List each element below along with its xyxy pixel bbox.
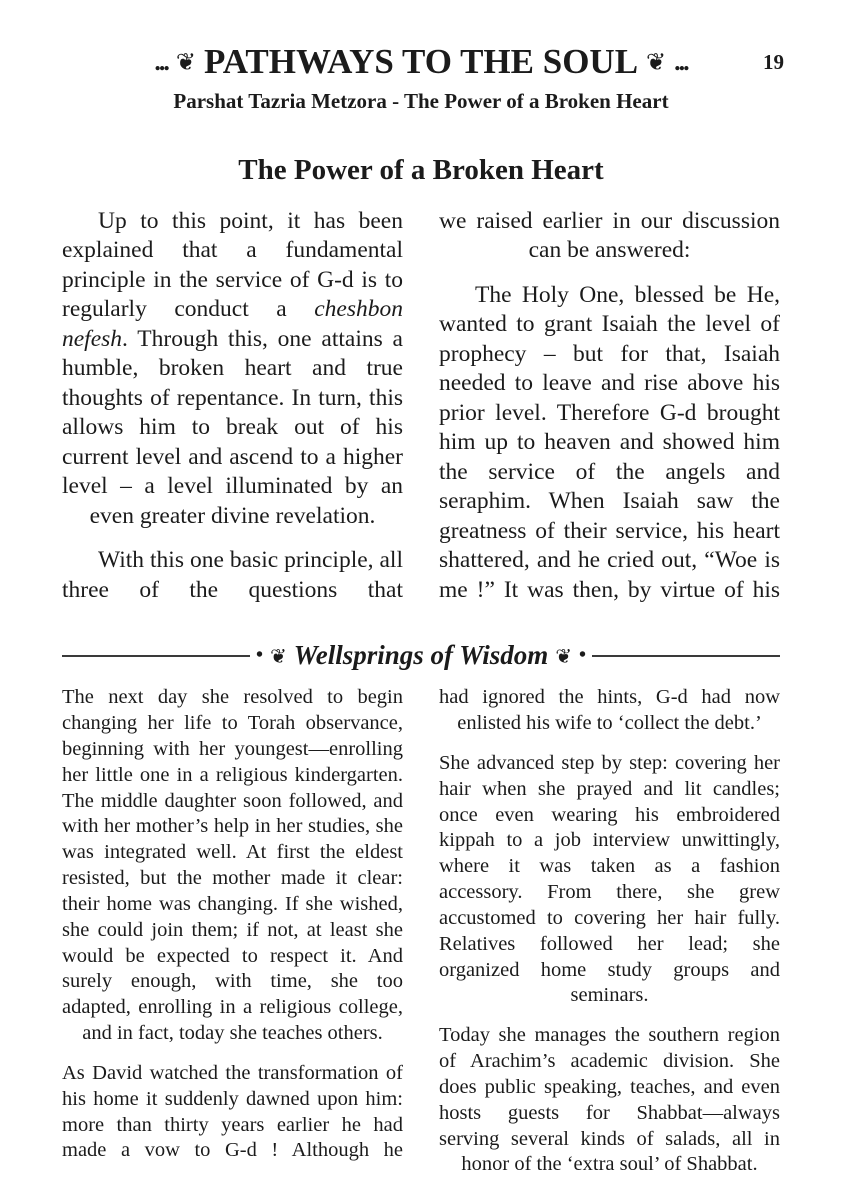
ornament-dots-right-icon: ... [674, 46, 688, 76]
hebrew-term: cheshbon nefesh [62, 296, 403, 352]
page-number: 19 [763, 50, 784, 74]
story-paragraph: She advanced step by step: covering her hair when she prayed and lit candles; once even wearing his embroidered kippah to a job interview unwittingly, where it was taken as a fashion accessory. From there, she grew accustomed to covering her hair fully. Relatives followed her lead; she organized home study groups and seminars. [439, 751, 780, 1007]
wellsprings-title: Wellsprings of Wisdom [293, 640, 549, 671]
wellsprings-label [250, 642, 592, 669]
scroll-ornament-left-icon: ❦ [175, 47, 196, 76]
wellsprings-right-column [439, 685, 780, 1192]
article-columns [62, 207, 780, 620]
story-paragraph: had ignored the hints, G-d had now enlisted his wife to ‘collect the debt.’ [439, 686, 780, 735]
divider-ornament-right-icon: ❦ [555, 643, 573, 668]
ornament-dots-left-icon: ... [154, 46, 168, 76]
article-left-column [62, 207, 403, 620]
article-paragraph: we raised earlier in our discussion can be answered: [439, 208, 780, 264]
wellsprings-divider [62, 642, 780, 669]
article-paragraph: With this one basic principle, all three of the questions that [62, 547, 403, 603]
divider-dot-right-icon: • [579, 644, 587, 667]
page-header [62, 42, 784, 81]
book-title: PATHWAYS TO THE SOUL [203, 42, 639, 81]
masthead [154, 44, 687, 79]
story-paragraph: As David watched the transformation of his home it suddenly dawned upon him: more than thirty years earlier he had made a vow to G-d ! Although he [62, 1061, 403, 1162]
story-paragraph: The next day she resolved to begin changing her life to Torah observance, beginning with her youngest—enrolling her little one in a religious kindergarten. The middle daughter soon followed, and with her mother’s help in her studies, she was integrated well. At first the eldest resisted, but the mother made it clear: their home was changing. If she wished, she could join them; if not, at least she would be expected to respect it. And surely enough, with time, she too adapted, enrolling in a religious college, and in fact, today she teaches others. [62, 686, 403, 1045]
divider-rule-right [592, 655, 780, 657]
article-paragraph: The Holy One, blessed be He, wanted to grant Isaiah the level of prophecy – but for that, Isaiah needed to leave and rise above his prior level. Therefore G-d brought him up to heaven and showed him the service of the angels and seraphim. When Isaiah saw the greatness of their service, his heart shattered, and he cried out, “Woe is me !” It was then, by virtue of his [439, 281, 780, 603]
paragraph-text: . Through this, one attains a humble, broken heart and true thoughts of repentance. In turn, this allows him to break out of his current level and ascend to a higher level – a level illuminated by an even greater divine revelation. [62, 325, 403, 529]
article-heading: The Power of a Broken Heart [238, 154, 604, 186]
scroll-ornament-right-icon: ❦ [646, 47, 667, 76]
parshah-subtitle: Parshat Tazria Metzora - The Power of a Broken Heart [173, 89, 669, 113]
paragraph-text: Up to this point, it has been explained that a fundamental principle in the service of G-d is to regularly conduct a [62, 208, 403, 323]
wellsprings-columns [62, 685, 780, 1192]
article-paragraph [62, 207, 403, 531]
divider-ornament-left-icon: ❦ [269, 643, 287, 668]
wellsprings-left-column [62, 685, 403, 1192]
divider-dot-left-icon: • [255, 644, 263, 667]
divider-rule-left [62, 655, 250, 657]
article-right-column [439, 207, 780, 620]
story-paragraph: Today she manages the southern region of Arachim’s academic division. She does public speaking, teaches, and even hosts guests for Shabbat—always serving several kinds of salads, all in honor of the ‘extra soul’ of Shabbat. [439, 1024, 780, 1176]
